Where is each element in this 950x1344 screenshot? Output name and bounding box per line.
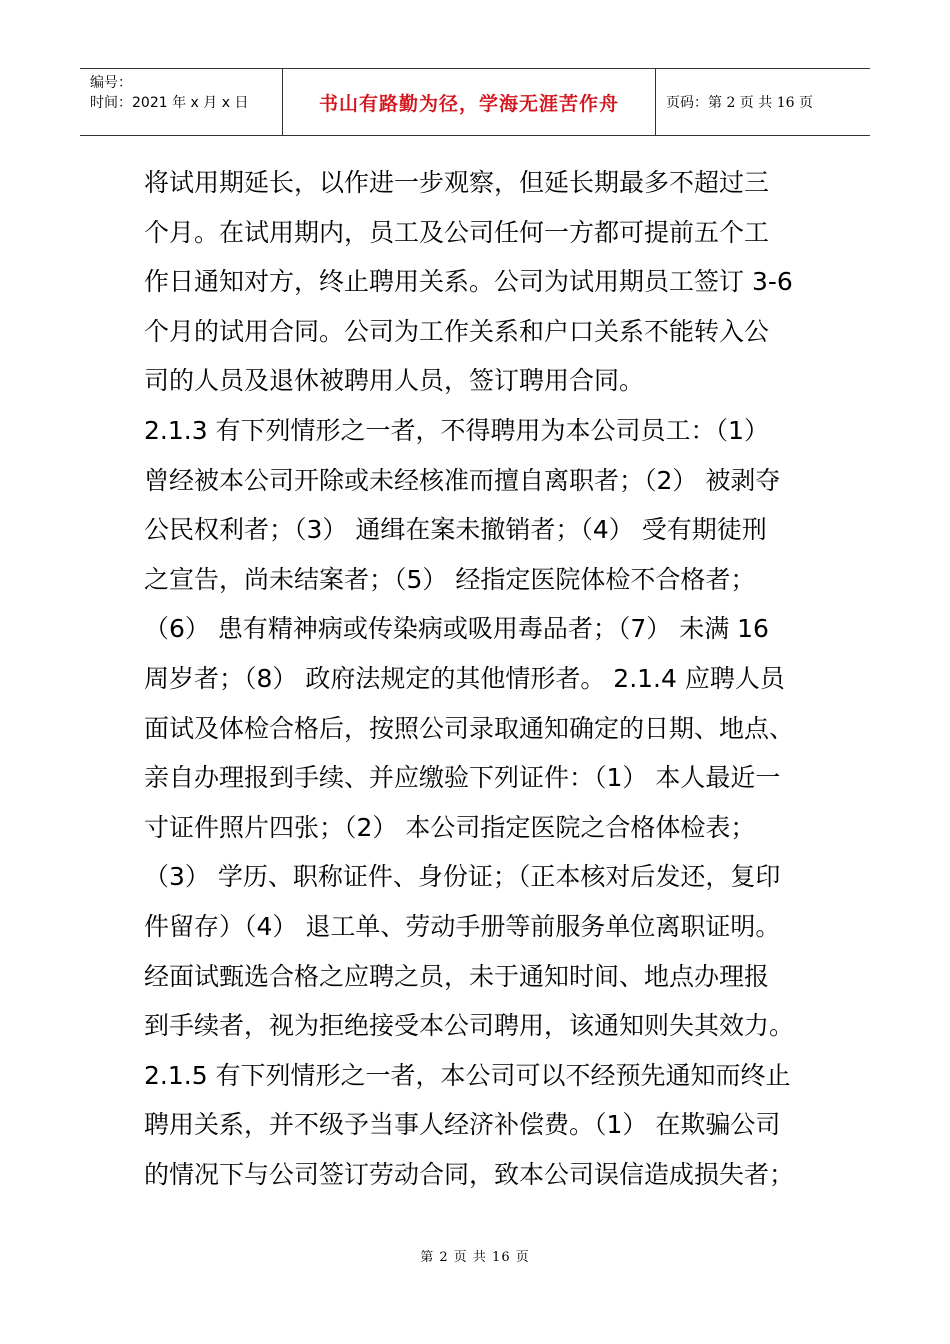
document-number-label: 编号：	[90, 75, 132, 91]
header-motto: 书山有路勤为径，学海无涯苦作舟	[318, 92, 619, 115]
body-line: 聘用关系，并不级予当事人经济补偿费。（1） 在欺骗公司	[144, 1110, 781, 1140]
body-line: 经面试甄选合格之应聘之员，未于通知时间、地点办理报	[144, 961, 770, 991]
body-line: 的情况下与公司签订劳动合同，致本公司误信造成损失者；	[144, 1159, 795, 1189]
body-line: 周岁者；（8） 政府法规定的其他情形者。 2.1.4 应聘人员	[144, 663, 785, 693]
body-line: 到手续者，视为拒绝接受本公司聘用，该通知则失其效力。	[144, 1011, 795, 1041]
body-line: （3） 学历、职称证件、身份证；（正本核对后发还，复印	[144, 862, 781, 892]
document-time: 时间：2021 年 x 月 x 日	[90, 95, 249, 111]
page-header	[80, 68, 870, 136]
body-line: 将试用期延长，以作进一步观察，但延长期最多不超过三	[144, 168, 770, 197]
body-line: 亲自办理报到手续、并应缴验下列证件：（1） 本人最近一	[144, 763, 781, 793]
body-line: 面试及体检合格后，按照公司录取通知确定的日期、地点、	[144, 713, 795, 743]
body-line: 公民权利者；（3） 通缉在案未撤销者；（4） 受有期徒刑	[144, 515, 767, 545]
body-line: 2.1.3 有下列情形之一者，不得聘用为本公司员工：（1）	[144, 415, 769, 445]
header-meta	[90, 73, 248, 113]
document-body	[144, 158, 814, 1199]
body-line: 个月。在试用期内，员工及公司任何一方都可提前五个工	[144, 217, 770, 247]
body-line: 件留存）（4） 退工单、劳动手册等前服务单位离职证明。	[144, 911, 781, 941]
header-divider-right	[655, 69, 656, 135]
page-footer: 第 2 页 共 16 页	[420, 1250, 530, 1265]
body-line: 司的人员及退休被聘用人员，签订聘用合同。	[144, 366, 645, 396]
body-line: 之宣告，尚未结案者；（5） 经指定医院体检不合格者；	[144, 564, 756, 594]
body-line: 2.1.5 有下列情形之一者，本公司可以不经预先通知而终止	[144, 1060, 791, 1090]
body-line: 个月的试用合同。公司为工作关系和户口关系不能转入公	[144, 316, 770, 346]
body-line: （6） 患有精神病或传染病或吸用毒品者；（7） 未满 16	[144, 614, 769, 644]
body-line: 作日通知对方，终止聘用关系。公司为试用期员工签订 3-6	[144, 267, 793, 297]
body-line: 寸证件照片四张；（2） 本公司指定医院之合格体检表；	[144, 812, 756, 842]
header-page-info: 页码：第 2 页 共 16 页	[666, 95, 813, 111]
body-line: 曾经被本公司开除或未经核准而擅自离职者；（2） 被剥夺	[144, 465, 781, 495]
